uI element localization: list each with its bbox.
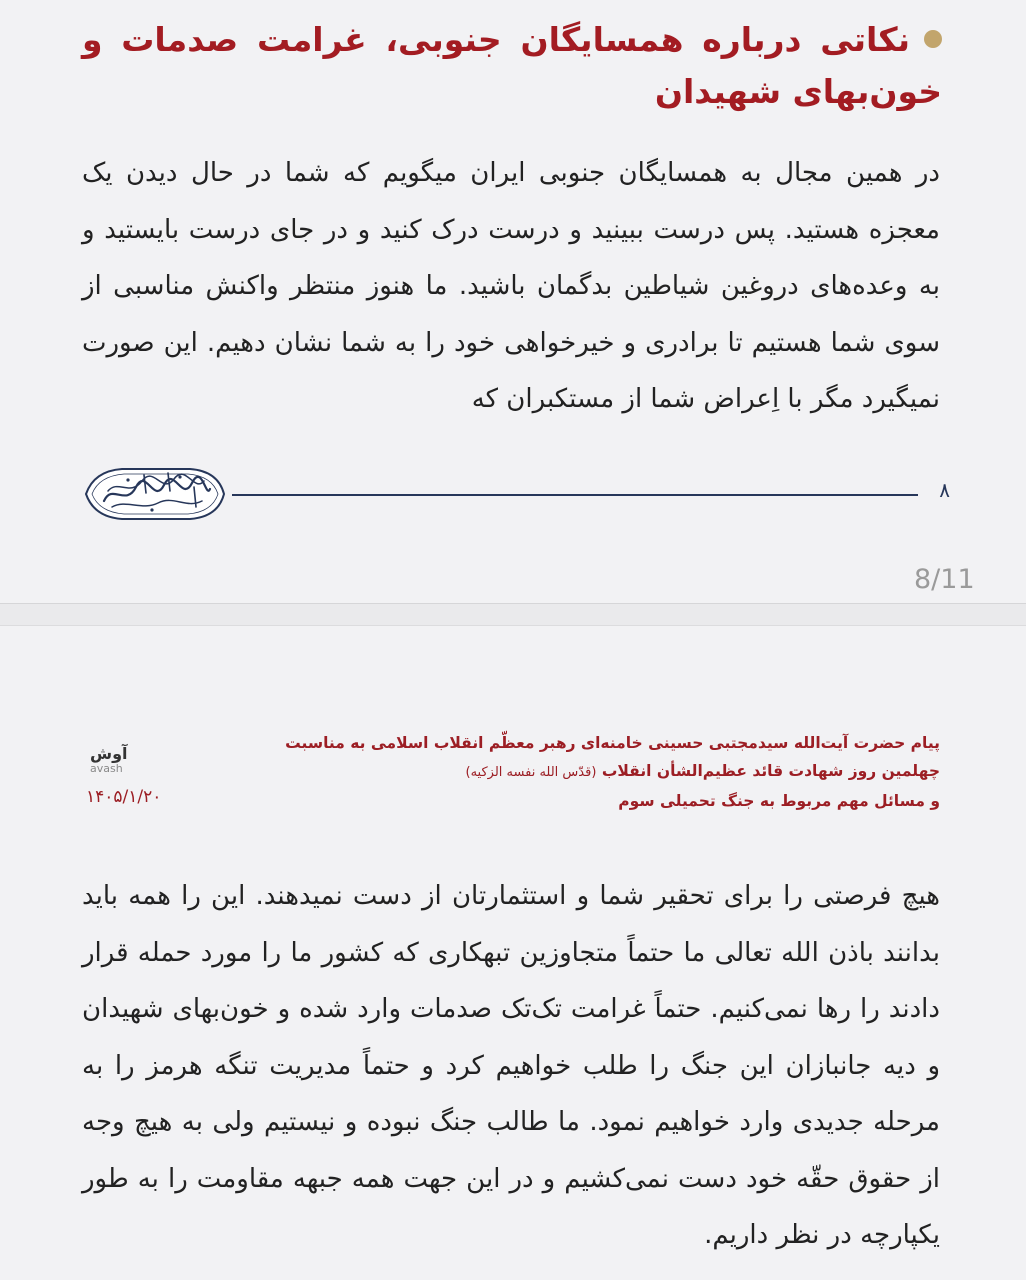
body-paragraph: در همین مجال به همسایگان جنوبی ایران میگویم که شما در حال دیدن یک معجزه هستید. پس درست ببینید و درست درک کنید و در جای درست بایستید و به وعده‌های دروغین شیاطین بدگمان باشید. ما هنوز منتظر واکنش مناسبی از سوی شما هستیم تا برادری و خیرخواهی خود را به شما نشان دهیم. این صورت نمیگیرد مگر با اِعراض شما از مستکبران که [82, 158, 940, 414]
body-paragraph: هیچ فرصتی را برای تحقیر شما و استثمارتان از دست نمیدهند. این را همه باید بدانند باذن الله تعالی ما حتماً متجاوزین تبهکاری که کشور ما را مورد حمله قرار دادند را رها نمی‌کنیم. حتماً غرامت تک‌تک صدمات وارد شده و خون‌بهای شهیدان و دیه جانبازان این جنگ را طلب خواهیم کرد و حتماً مدیریت تنگه هرمز را به مرحله جدیدی وارد خواهیم نمود. ما طالب جنگ نبوده و نیستیم ولی به هیچ وجه از حقوق حقّه خود دست نمی‌کشیم و در این جهت همه جبهه مقاومت را به طور یکپارچه در نظر داریم. [82, 881, 940, 1250]
brand-logo [90, 745, 146, 775]
brand-name: آوش [90, 744, 128, 763]
calligraphy-signature-icon [82, 463, 228, 525]
page-counter: 8/11 [914, 564, 975, 595]
page-separator [0, 603, 1026, 626]
document-date: ۱۴۰۵/۱/۲۰ [86, 787, 162, 807]
caption-line-1: پیام حضرت آیت‌الله سیدمجتبی حسینی خامنه‌ای رهبر معظّم انقلاب اسلامی به مناسبت [285, 734, 940, 752]
caption-line-2: چهلمین روز شهادت قائد عظیم‌الشأن انقلاب [601, 762, 940, 780]
section-heading-text: نکاتی درباره همسایگان جنوبی، غرامت صدمات و خون‌بهای شهیدان [82, 20, 942, 111]
brand-latin: avash [90, 762, 123, 775]
page-number: ۸ [939, 478, 950, 502]
document-page-top [0, 0, 1026, 603]
caption-line-3: و مسائل مهم مربوط به جنگ تحمیلی سوم [618, 792, 940, 810]
bullet-dot-icon [924, 30, 942, 48]
section-heading [82, 14, 942, 118]
footer-divider-line [232, 494, 918, 496]
document-caption [220, 729, 940, 815]
caption-note: (قدّس الله نفسه الزکیه) [465, 765, 597, 780]
